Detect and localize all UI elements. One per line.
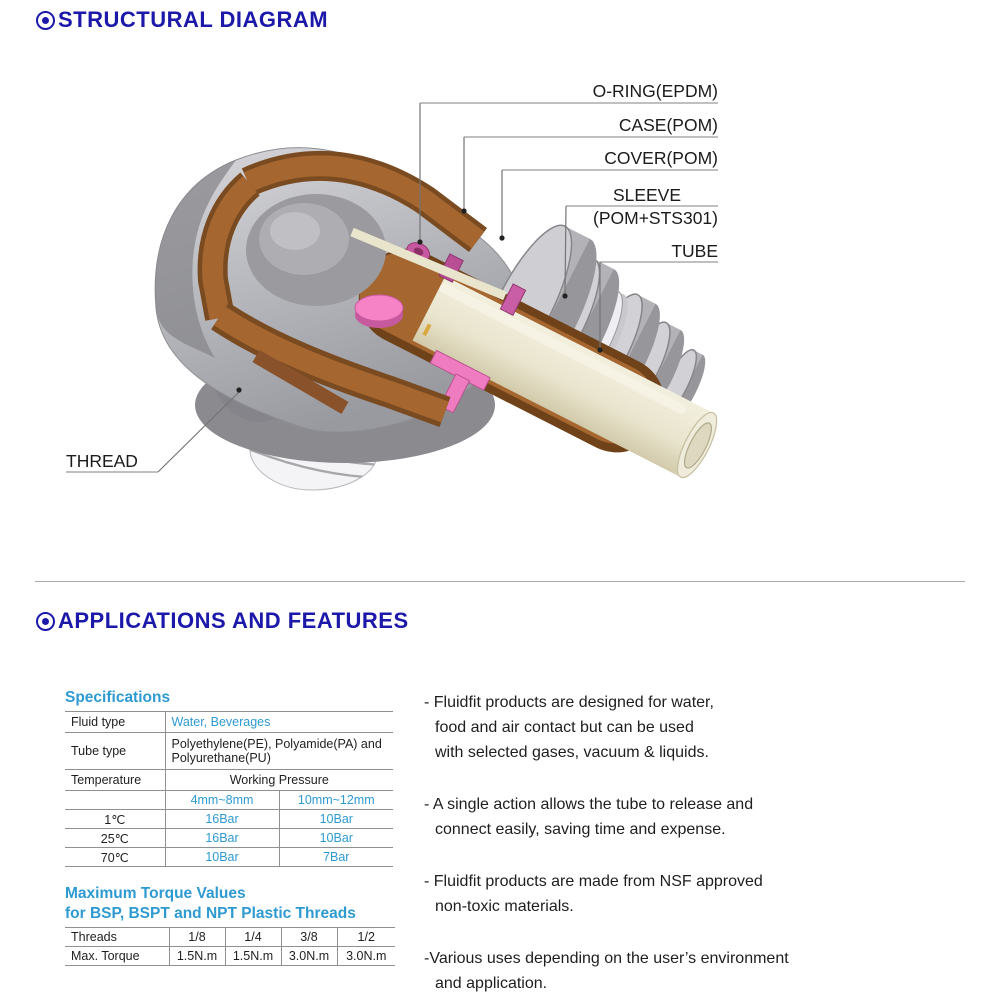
section-divider (35, 581, 965, 582)
tube-type-label: Tube type (65, 733, 165, 770)
applications-features-heading (36, 608, 409, 634)
torque-heading-line1: Maximum Torque Values (65, 885, 246, 902)
pressure-value: 16Bar (165, 810, 279, 829)
label-thread: THREAD (66, 451, 138, 471)
feature-line: - Fluidfit products are made from NSF approved (424, 873, 763, 890)
pressure-value: 16Bar (165, 829, 279, 848)
size-col-1: 4mm~8mm (165, 791, 279, 810)
table-row (65, 712, 393, 733)
structural-diagram-heading-text: STRUCTURAL DIAGRAM (58, 7, 329, 32)
temp-value: 25℃ (65, 829, 165, 848)
bullseye-icon (36, 612, 55, 631)
thread-size: 1/2 (337, 928, 395, 947)
label-oring: O-RING(EPDM) (592, 81, 718, 101)
empty-cell (65, 791, 165, 810)
cavity-dome (246, 194, 386, 306)
pressure-value: 7Bar (279, 848, 393, 867)
table-row (65, 733, 393, 770)
label-sleeve-material: (POM+STS301) (593, 208, 718, 228)
table-row (65, 848, 393, 867)
feature-line: and application. (435, 975, 548, 992)
working-pressure-label: Working Pressure (165, 770, 393, 791)
label-sleeve: SLEEVE (612, 185, 682, 205)
thread-size: 1/8 (169, 928, 225, 947)
specifications-heading: Specifications (65, 689, 171, 706)
label-case: CASE(POM) (618, 115, 718, 135)
pressure-value: 10Bar (279, 829, 393, 848)
table-row (65, 770, 393, 791)
tube-type-value: Polyethylene(PE), Polyamide(PA) and Polyurethane(PU) (165, 733, 393, 770)
size-col-2: 10mm~12mm (279, 791, 393, 810)
piston-seal-disk (355, 295, 403, 328)
temperature-label: Temperature (65, 770, 165, 791)
feature-line: food and air contact but can be used (435, 719, 694, 736)
feature-line: -Various uses depending on the user’s environment (424, 950, 789, 967)
torque-value: 1.5N.m (169, 947, 225, 966)
pressure-value: 10Bar (165, 848, 279, 867)
feature-item (424, 690, 969, 765)
feature-line: - A single action allows the tube to release and (424, 796, 754, 813)
features-list (424, 690, 969, 1000)
temp-value: 1℃ (65, 810, 165, 829)
table-row (65, 829, 393, 848)
feature-line: - Fluidfit products are designed for water, (424, 694, 714, 711)
fluid-type-label: Fluid type (65, 712, 165, 733)
label-tube: TUBE (671, 241, 718, 261)
threads-label: Threads (65, 928, 169, 947)
torque-value: 3.0N.m (281, 947, 337, 966)
feature-line: non-toxic materials. (435, 898, 574, 915)
applications-features-heading-text: APPLICATIONS AND FEATURES (58, 608, 409, 633)
specifications-table (65, 711, 393, 867)
torque-block (65, 884, 405, 966)
max-torque-label: Max. Torque (65, 947, 169, 966)
table-row (65, 810, 393, 829)
feature-line: with selected gases, vacuum & liquids. (435, 744, 709, 761)
fluid-type-value: Water, Beverages (165, 712, 393, 733)
table-row (65, 791, 393, 810)
table-row (65, 947, 395, 966)
thread-size: 1/4 (225, 928, 281, 947)
feature-item (424, 946, 969, 996)
torque-value: 1.5N.m (225, 947, 281, 966)
temp-value: 70℃ (65, 848, 165, 867)
thread-size: 3/8 (281, 928, 337, 947)
specifications-block (65, 688, 405, 867)
feature-item (424, 792, 969, 842)
torque-heading-line2: for BSP, BSPT and NPT Plastic Threads (65, 905, 356, 922)
torque-value: 3.0N.m (337, 947, 395, 966)
table-row (65, 928, 395, 947)
feature-item (424, 869, 969, 919)
pressure-value: 10Bar (279, 810, 393, 829)
torque-table (65, 927, 395, 966)
feature-line: connect easily, saving time and expense. (435, 821, 726, 838)
label-cover: COVER(POM) (604, 148, 718, 168)
